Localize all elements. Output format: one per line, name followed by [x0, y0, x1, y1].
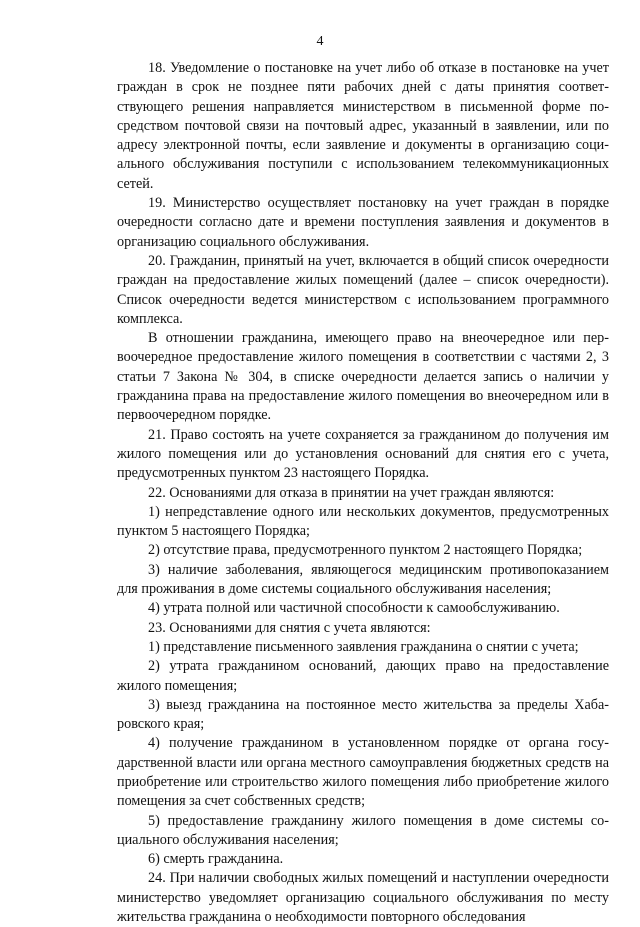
document-body [117, 59, 609, 927]
list-item-23-5: 5) предоставление гражданину жилого помещения в доме системы социального обслуживания населения; [117, 812, 609, 848]
paragraph-22: 22. Основаниями для отказа в принятии на учет граждан являются: [148, 484, 555, 501]
list-item-23-3: 3) выезд гражданина на постоянное место жительства за пределы Хабаровского края; [117, 696, 609, 733]
list-item-23-1: 1) представление письменного заявления гражданина о снятии с учета; [148, 638, 579, 655]
list-item-22-3: 3) наличие заболевания, являющегося медицинским противопоказанием для проживания в доме системы социального обслуживания населения; [117, 561, 609, 598]
paragraph-23: 23. Основаниями для снятия с учета являются: [148, 619, 431, 636]
paragraph-21: 21. Право состоять на учете сохраняется за гражданином до получения им жилого помещения или до установления оснований для снятия его с учета, предусмотренных пунктом 23 настоящего Порядка. [117, 426, 609, 482]
list-item-22-1: 1) непредставление одного или нескольких документов, предусмотренных пунктом 5 настоящего Порядка; [117, 503, 609, 540]
paragraph-18: 18. Уведомление о постановке на учет либо об отказе в постановке на учет граждан в срок не позднее пяти рабочих дней с даты принятия соответствующего решения направляется министерством в письменной форме посредством почтовой связи на почтовый адрес, указанный в заявлении, или по адресу электронной почты, если заявление и документы в организацию социального обслуживания поступили с использованием телекоммуникационных сетей. [117, 60, 609, 192]
list-item-23-2: 2) утрата гражданином оснований, дающих право на предоставление жилого помещения; [117, 658, 609, 694]
page-number: 4 [316, 34, 324, 49]
paragraph-24: 24. При наличии свободных жилых помещений и наступлении очередности министерство уведомляет организацию социального обслуживания по месту жительства гражданина о необходимости повторного обследования [117, 870, 609, 926]
list-item-23-6: 6) смерть гражданина. [148, 851, 284, 868]
paragraph-19: 19. Министерство осуществляет постановку на учет граждан в порядке очередности согласно дате и времени поступления заявления и документов в организацию социального обслуживания. [117, 195, 609, 250]
list-item-23-4: 4) получение гражданином в установленном порядке от органа государственной власти или органа местного самоуправления бюджетных средств на приобретение или строительство жилого помещения либо приобретение жилого помещения за счет собственных средств; [117, 735, 609, 810]
paragraph-20-priority: В отношении гражданина, имеющего право на внеочередное или первоочередное предоставление жилого помещения в соответствии с частями 2, 3 статьи 7 Закона № 304, в списке очередности делается запись о наличии у гражданина права на предоставление жилого помещения во внеочередном или в первоочередном порядке. [117, 330, 609, 424]
paragraph-20: 20. Гражданин, принятый на учет, включается в общий список очередности граждан на предоставление жилых помещений (далее – список очередности). Список очередности ведется министерством с использованием программного комплекса. [117, 252, 609, 327]
list-item-22-4: 4) утрата полной или частичной способности к самообслуживанию. [148, 600, 560, 617]
list-item-22-2: 2) отсутствие права, предусмотренного пунктом 2 настоящего Порядка; [148, 542, 583, 559]
